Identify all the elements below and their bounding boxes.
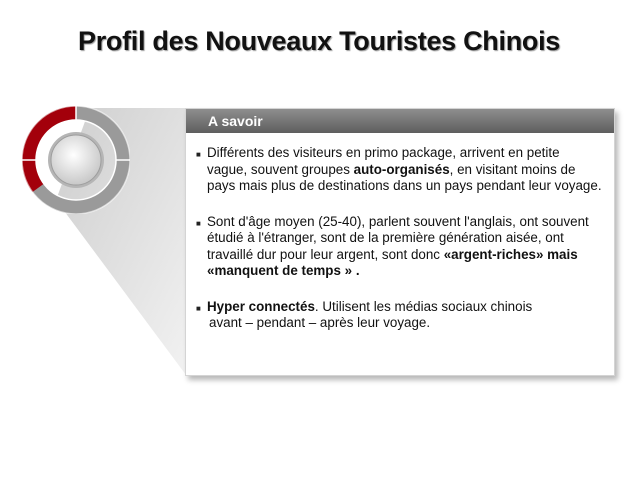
list-item: [196, 145, 602, 195]
square-bullet-icon: ■: [196, 303, 201, 313]
info-panel: [185, 108, 615, 376]
bullet-text: Hyper connectés. Utilisent les médias sociaux chinois avant – pendant – après leur voyage.: [207, 298, 533, 330]
bullet-text: Sont d'âge moyen (25-40), parlent souvent l'anglais, ont souvent étudié à l'étranger, sont de la première génération aisée, ont travaillé dur pour leur argent, sont donc «argent-riches» mais «manquent de temps » .: [207, 213, 589, 278]
list-item: [196, 214, 602, 280]
square-bullet-icon: ■: [196, 218, 201, 228]
bullet-list: [186, 133, 614, 332]
puzzle-ring-icon: [22, 106, 130, 214]
bullet-text: Différents des visiteurs en primo package, arrivent en petite vague, souvent groupes auto-organisés, en visitant moins de pays mais plus de destinations dans un pays pendant leur voyage.: [207, 145, 602, 193]
square-bullet-icon: ■: [196, 150, 201, 159]
page-title: Profil des Nouveaux Touristes Chinois: [78, 26, 560, 56]
panel-header: A savoir: [186, 109, 614, 133]
list-item: [196, 299, 602, 332]
